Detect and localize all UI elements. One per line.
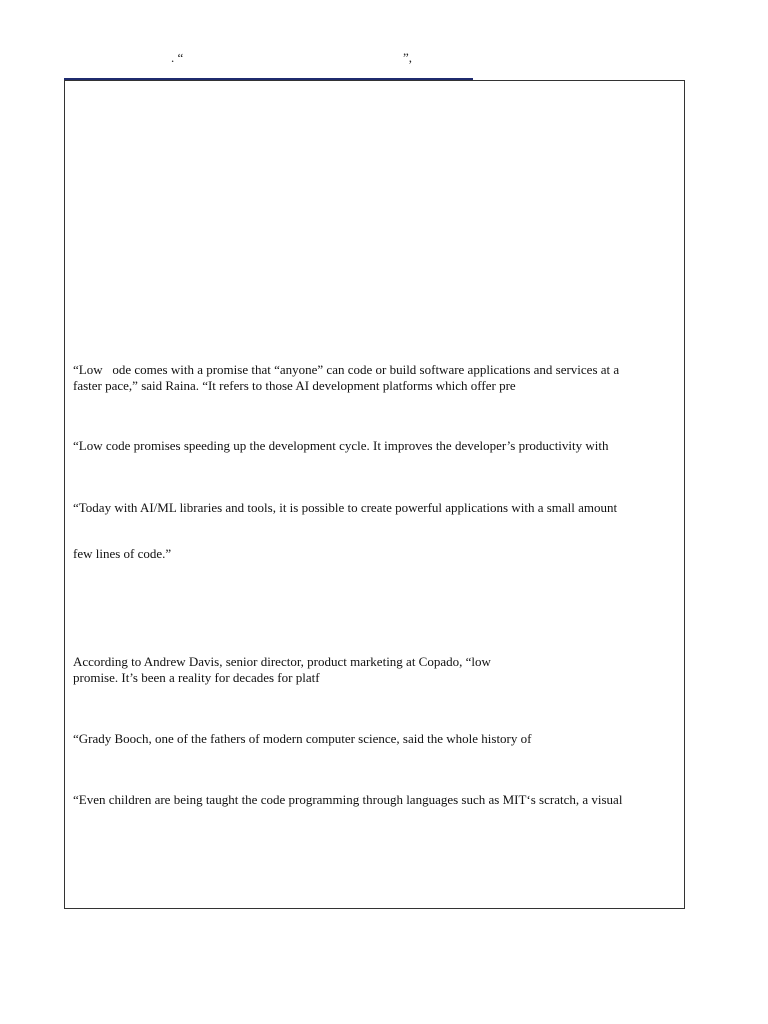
header-fragment-right: ”, — [403, 50, 413, 65]
paragraph-low-code-promise — [73, 362, 677, 394]
paragraph-line: faster pace,” said Raina. “It refers to those AI development platforms which offer pre — [73, 378, 516, 393]
paragraph-few-lines — [73, 546, 677, 562]
paragraph-grady-booch — [73, 731, 677, 747]
paragraph-children-scratch — [73, 792, 677, 808]
paragraph-line: “Grady Booch, one of the fathers of modern computer science, said the whole history of — [73, 731, 532, 746]
paragraph-development-cycle — [73, 438, 677, 454]
paragraph-line: “Even children are being taught the code programming through languages such as MIT‘s scratch, a visual — [73, 792, 623, 807]
paragraph-line: “Today with AI/ML libraries and tools, it is possible to create powerful applications with a small amount — [73, 500, 618, 515]
header-fragment-left: . “ — [171, 50, 184, 65]
paragraph-andrew-davis — [73, 654, 677, 686]
paragraph-line: promise. It’s been a reality for decades for platf — [73, 670, 320, 685]
paragraph-line: “Low code promises speeding up the development cycle. It improves the developer’s productivity with — [73, 438, 609, 453]
content-frame — [64, 80, 685, 909]
paragraph-line: According to Andrew Davis, senior director, product marketing at Copado, “low — [73, 654, 491, 669]
paragraph-line: few lines of code.” — [73, 546, 172, 561]
paragraph-line: “Low ode comes with a promise that “anyone” can code or build software applications and services at a — [73, 362, 620, 377]
paragraph-ai-ml-libraries — [73, 500, 677, 516]
